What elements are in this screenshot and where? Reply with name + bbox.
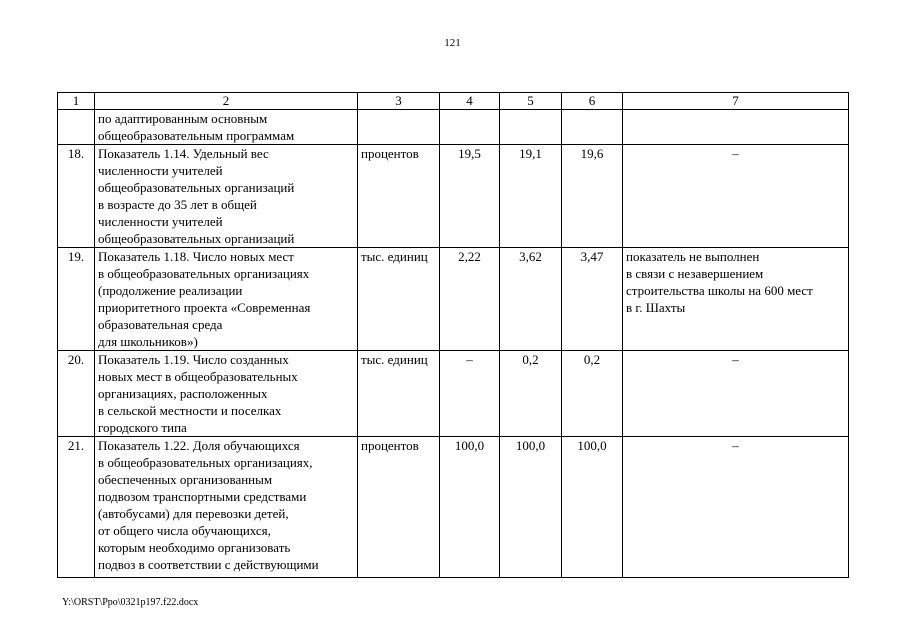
table-row — [58, 248, 849, 351]
note-cell: – — [623, 437, 849, 578]
value-cell — [500, 110, 562, 145]
table-header-row — [58, 93, 849, 110]
value-cell: 3,62 — [500, 248, 562, 351]
column-header: 2 — [95, 93, 358, 110]
value-cell: 0,2 — [562, 351, 623, 437]
row-number: 19. — [58, 248, 95, 351]
column-header: 1 — [58, 93, 95, 110]
table-row — [58, 110, 849, 145]
indicator-text: Показатель 1.19. Число созданных новых мест в общеобразовательных организациях, расположенных в сельской местности и поселках городского типа — [95, 351, 358, 437]
unit-cell: тыс. единиц — [358, 248, 440, 351]
page-number: 121 — [444, 37, 461, 49]
column-header: 6 — [562, 93, 623, 110]
unit-cell — [358, 110, 440, 145]
note-cell — [623, 110, 849, 145]
indicator-text: Показатель 1.14. Удельный вес численности учителей общеобразовательных организаций в возрасте до 35 лет в общей численности учителей общеобразовательных организаций — [95, 145, 358, 248]
column-header: 7 — [623, 93, 849, 110]
value-cell: 100,0 — [500, 437, 562, 578]
value-cell: 2,22 — [440, 248, 500, 351]
row-number — [58, 110, 95, 145]
value-cell — [440, 110, 500, 145]
note-cell: показатель не выполнен в связи с незавершением строительства школы на 600 мест в г. Шахты — [623, 248, 849, 351]
column-header: 4 — [440, 93, 500, 110]
column-header: 3 — [358, 93, 440, 110]
value-cell: 100,0 — [562, 437, 623, 578]
table-row — [58, 437, 849, 578]
note-cell: – — [623, 145, 849, 248]
value-cell: 19,1 — [500, 145, 562, 248]
indicator-text: Показатель 1.18. Число новых мест в общеобразовательных организациях (продолжение реализации приоритетного проекта «Современная образовательная среда для школьников») — [95, 248, 358, 351]
table-row — [58, 145, 849, 248]
indicator-text: Показатель 1.22. Доля обучающихся в общеобразовательных организациях, обеспеченных организованным подвозом транспортными средствами (автобусами) для перевозки детей, от общего числа обучающихся, которым необходимо организовать подвоз в соответствии с действующими — [95, 437, 358, 578]
unit-cell: процентов — [358, 145, 440, 248]
value-cell: 19,6 — [562, 145, 623, 248]
value-cell: 0,2 — [500, 351, 562, 437]
table-row — [58, 351, 849, 437]
row-number: 20. — [58, 351, 95, 437]
report-table — [57, 92, 849, 578]
value-cell: 19,5 — [440, 145, 500, 248]
unit-cell: тыс. единиц — [358, 351, 440, 437]
value-cell: 3,47 — [562, 248, 623, 351]
file-path-footer: Y:\ORST\Ppo\0321p197.f22.docx — [62, 597, 199, 608]
value-cell — [562, 110, 623, 145]
row-number: 18. — [58, 145, 95, 248]
value-cell: 100,0 — [440, 437, 500, 578]
value-cell: – — [440, 351, 500, 437]
column-header: 5 — [500, 93, 562, 110]
indicator-text: по адаптированным основным общеобразовательным программам — [95, 110, 358, 145]
note-cell: – — [623, 351, 849, 437]
row-number: 21. — [58, 437, 95, 578]
unit-cell: процентов — [358, 437, 440, 578]
